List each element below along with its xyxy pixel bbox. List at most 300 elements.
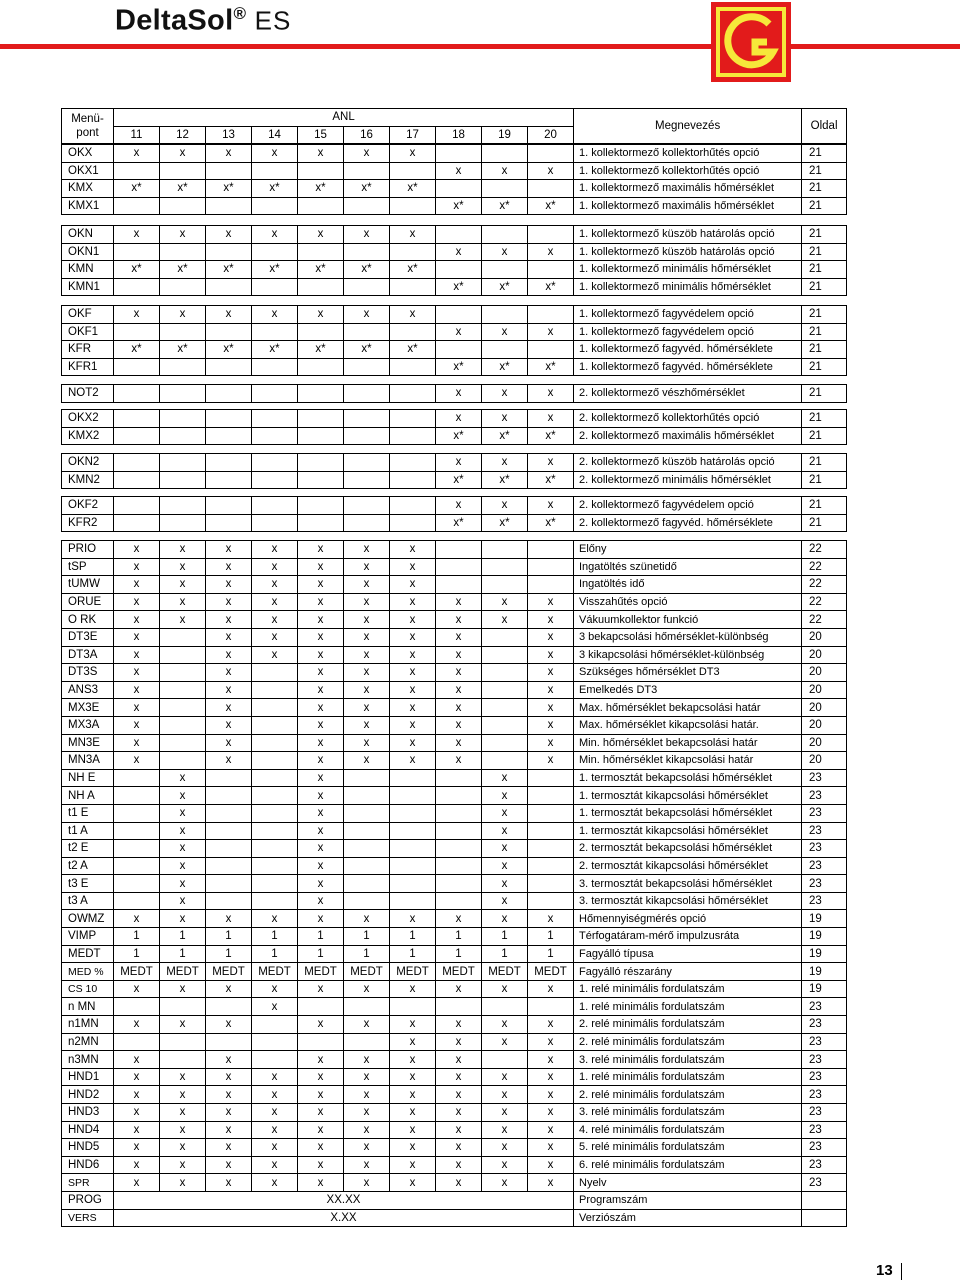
menu-code: NH A xyxy=(62,787,114,805)
page-ref: 19 xyxy=(802,963,847,981)
page-ref: 22 xyxy=(802,576,847,594)
table-row xyxy=(62,1209,847,1227)
page-ref: 23 xyxy=(802,769,847,787)
anl-cell: x xyxy=(298,787,344,805)
setting-name: 2. kollektormező fagyvédelem opció xyxy=(574,497,802,515)
anl-cell xyxy=(160,699,206,717)
anl-cell: x xyxy=(344,1086,390,1104)
anl-cell xyxy=(528,840,574,858)
setting-name: 1. termosztát kikapcsolási hőmérséklet xyxy=(574,822,802,840)
anl-cell xyxy=(390,471,436,489)
anl-column-header: 14 xyxy=(252,126,298,144)
menu-code: OKX2 xyxy=(62,410,114,428)
anl-cell: x xyxy=(436,664,482,682)
anl-cell xyxy=(160,454,206,472)
anl-cell: x xyxy=(528,1068,574,1086)
anl-cell: x xyxy=(528,681,574,699)
anl-cell: x xyxy=(344,226,390,244)
anl-cell: x xyxy=(206,646,252,664)
anl-cell xyxy=(160,358,206,376)
page-ref: 21 xyxy=(802,278,847,296)
anl-cell xyxy=(436,998,482,1016)
setting-name: 2. kollektormező küszöb határolás opció xyxy=(574,454,802,472)
menu-code: MN3A xyxy=(62,752,114,770)
anl-cell xyxy=(436,180,482,198)
anl-cell xyxy=(528,787,574,805)
anl-cell: x xyxy=(160,769,206,787)
anl-cell: x xyxy=(482,1016,528,1034)
anl-cell xyxy=(436,840,482,858)
anl-cell xyxy=(114,385,160,403)
table-row xyxy=(62,1174,847,1192)
anl-cell xyxy=(482,716,528,734)
page-ref: 23 xyxy=(802,857,847,875)
anl-cell xyxy=(114,892,160,910)
anl-cell xyxy=(390,278,436,296)
anl-cell xyxy=(298,197,344,215)
anl-cell xyxy=(436,769,482,787)
setting-name: 3. relé minimális fordulatszám xyxy=(574,1051,802,1069)
anl-cell xyxy=(252,385,298,403)
anl-cell: x* xyxy=(160,180,206,198)
page-ref: 21 xyxy=(802,243,847,261)
anl-cell: x xyxy=(436,1104,482,1122)
anl-cell: x* xyxy=(528,471,574,489)
anl-cell xyxy=(344,454,390,472)
anl-cell: x xyxy=(114,716,160,734)
anl-cell: x xyxy=(482,980,528,998)
anl-cell xyxy=(114,840,160,858)
anl-cell xyxy=(114,454,160,472)
anl-cell: x* xyxy=(482,427,528,445)
table-row xyxy=(62,699,847,717)
anl-cell xyxy=(344,804,390,822)
anl-cell xyxy=(298,385,344,403)
anl-cell: x xyxy=(436,323,482,341)
anl-cell xyxy=(436,892,482,910)
anl-column-header: 13 xyxy=(206,126,252,144)
page-ref: 23 xyxy=(802,1033,847,1051)
anl-cell: x xyxy=(114,699,160,717)
anl-cell xyxy=(344,787,390,805)
anl-cell: x xyxy=(114,558,160,576)
anl-cell: x xyxy=(482,1033,528,1051)
anl-cell: x xyxy=(482,1068,528,1086)
anl-cell xyxy=(436,341,482,359)
menu-code: MX3A xyxy=(62,716,114,734)
anl-cell: x xyxy=(482,1174,528,1192)
anl-cell xyxy=(436,558,482,576)
table-row xyxy=(62,323,847,341)
anl-cell xyxy=(160,664,206,682)
anl-cell: x xyxy=(114,1068,160,1086)
anl-cell: MEDT xyxy=(252,963,298,981)
setting-name: 2. termosztát bekapcsolási hőmérséklet xyxy=(574,840,802,858)
anl-cell xyxy=(528,875,574,893)
anl-cell: x xyxy=(252,910,298,928)
anl-cell xyxy=(344,358,390,376)
anl-cell xyxy=(114,427,160,445)
setting-name: 2. termosztát kikapcsolási hőmérséklet xyxy=(574,857,802,875)
anl-cell xyxy=(252,410,298,428)
anl-cell: x xyxy=(298,664,344,682)
anl-cell: x xyxy=(114,628,160,646)
anl-cell xyxy=(206,162,252,180)
anl-cell xyxy=(482,998,528,1016)
anl-cell: x xyxy=(252,998,298,1016)
anl-cell: MEDT xyxy=(298,963,344,981)
anl-cell xyxy=(344,840,390,858)
anl-cell xyxy=(206,769,252,787)
anl-cell: x xyxy=(114,646,160,664)
anl-cell: x xyxy=(436,752,482,770)
anl-column-header: 19 xyxy=(482,126,528,144)
anl-cell xyxy=(114,243,160,261)
anl-cell: x xyxy=(298,910,344,928)
anl-cell: x xyxy=(482,162,528,180)
menu-code: HND6 xyxy=(62,1156,114,1174)
menu-code: KFR xyxy=(62,341,114,359)
anl-cell: x xyxy=(390,980,436,998)
menu-code: OKF2 xyxy=(62,497,114,515)
table-row xyxy=(62,541,847,559)
anl-cell: x xyxy=(482,910,528,928)
anl-cell: x xyxy=(482,611,528,629)
page-ref xyxy=(802,1191,847,1209)
anl-cell: x xyxy=(252,611,298,629)
anl-cell xyxy=(160,998,206,1016)
table-row xyxy=(62,928,847,946)
anl-cell: 1 xyxy=(206,945,252,963)
anl-cell xyxy=(482,1051,528,1069)
anl-cell: x xyxy=(160,822,206,840)
table-row xyxy=(62,1121,847,1139)
setting-name: Max. hőmérséklet kikapcsolási határ. xyxy=(574,716,802,734)
anl-cell xyxy=(344,822,390,840)
setting-name: 1. kollektormező küszöb határolás opció xyxy=(574,226,802,244)
menu-code: HND1 xyxy=(62,1068,114,1086)
anl-cell: x* xyxy=(482,358,528,376)
anl-cell xyxy=(298,427,344,445)
page-ref: 22 xyxy=(802,558,847,576)
anl-cell: x xyxy=(252,1068,298,1086)
table-row xyxy=(62,963,847,981)
anl-cell: x xyxy=(528,699,574,717)
anl-cell xyxy=(252,804,298,822)
anl-cell: x xyxy=(160,541,206,559)
page-ref: 20 xyxy=(802,646,847,664)
anl-cell: x xyxy=(436,628,482,646)
anl-cell: x xyxy=(114,1051,160,1069)
page-ref: 21 xyxy=(802,306,847,324)
page-ref: 21 xyxy=(802,514,847,532)
anl-cell xyxy=(298,243,344,261)
anl-cell: x xyxy=(114,1016,160,1034)
anl-cell: x xyxy=(298,752,344,770)
anl-cell: x xyxy=(390,558,436,576)
anl-cell: x xyxy=(528,1016,574,1034)
anl-cell xyxy=(114,822,160,840)
setting-name: Ingatöltés szünetidő xyxy=(574,558,802,576)
anl-cell xyxy=(482,558,528,576)
anl-cell xyxy=(390,454,436,472)
anl-cell xyxy=(528,857,574,875)
table-row xyxy=(62,261,847,279)
anl-cell: 1 xyxy=(252,928,298,946)
anl-cell: x* xyxy=(528,197,574,215)
anl-cell: x xyxy=(436,681,482,699)
anl-cell xyxy=(344,471,390,489)
anl-cell: x xyxy=(436,1016,482,1034)
anl-cell xyxy=(344,243,390,261)
anl-cell xyxy=(482,628,528,646)
anl-cell: x xyxy=(114,681,160,699)
menu-code: MED % xyxy=(62,963,114,981)
anl-cell: x xyxy=(114,306,160,324)
table-row xyxy=(62,945,847,963)
anl-cell: x xyxy=(436,1068,482,1086)
anl-column-header: 11 xyxy=(114,126,160,144)
anl-cell: x xyxy=(114,664,160,682)
table-row xyxy=(62,341,847,359)
anl-cell: x xyxy=(390,664,436,682)
anl-cell xyxy=(114,197,160,215)
anl-cell xyxy=(252,787,298,805)
anl-cell: x xyxy=(528,385,574,403)
anl-cell xyxy=(160,1033,206,1051)
anl-cell: x xyxy=(252,145,298,163)
anl-cell: 1 xyxy=(528,928,574,946)
table-row xyxy=(62,1068,847,1086)
anl-cell: x xyxy=(344,734,390,752)
page-ref: 19 xyxy=(802,910,847,928)
anl-cell: x xyxy=(390,306,436,324)
anl-cell: x xyxy=(344,145,390,163)
settings-table xyxy=(61,453,847,489)
anl-cell: x* xyxy=(528,278,574,296)
anl-cell: MEDT xyxy=(482,963,528,981)
table-row xyxy=(62,892,847,910)
table-row xyxy=(62,664,847,682)
anl-cell xyxy=(206,197,252,215)
anl-cell: x xyxy=(298,857,344,875)
page-ref: 21 xyxy=(802,497,847,515)
setting-name: 2. kollektormező kollektorhűtés opció xyxy=(574,410,802,428)
anl-cell xyxy=(252,1016,298,1034)
anl-cell: x xyxy=(528,243,574,261)
setting-name: 1. relé minimális fordulatszám xyxy=(574,1068,802,1086)
anl-cell: x xyxy=(206,593,252,611)
anl-cell: x xyxy=(160,787,206,805)
settings-table xyxy=(61,384,847,403)
anl-cell: 1 xyxy=(298,945,344,963)
page-number: 13 xyxy=(876,1262,893,1279)
anl-cell: x xyxy=(298,716,344,734)
anl-cell: x* xyxy=(390,341,436,359)
anl-cell xyxy=(344,427,390,445)
anl-cell: x xyxy=(298,628,344,646)
anl-cell: x xyxy=(252,541,298,559)
anl-cell xyxy=(528,804,574,822)
anl-cell xyxy=(390,769,436,787)
anl-cell: x* xyxy=(528,358,574,376)
anl-cell xyxy=(436,541,482,559)
anl-cell: x xyxy=(114,910,160,928)
table-row xyxy=(62,840,847,858)
menu-code: OKN xyxy=(62,226,114,244)
table-row xyxy=(62,385,847,403)
anl-cell: x xyxy=(436,497,482,515)
menu-code: t3 E xyxy=(62,875,114,893)
header-accent-bar xyxy=(0,44,960,49)
setting-name: 1. termosztát bekapcsolási hőmérséklet xyxy=(574,769,802,787)
anl-cell xyxy=(298,514,344,532)
anl-cell: MEDT xyxy=(390,963,436,981)
anl-cell xyxy=(390,323,436,341)
anl-cell xyxy=(528,576,574,594)
anl-cell: x xyxy=(206,910,252,928)
setting-name: 1. kollektormező minimális hőmérséklet xyxy=(574,278,802,296)
page-ref: 21 xyxy=(802,410,847,428)
menu-code: DT3A xyxy=(62,646,114,664)
table-row xyxy=(62,180,847,198)
anl-cell: x xyxy=(482,385,528,403)
page-ref: 21 xyxy=(802,180,847,198)
anl-cell: x xyxy=(344,646,390,664)
page-ref: 23 xyxy=(802,1104,847,1122)
anl-cell: x* xyxy=(436,471,482,489)
table-row xyxy=(62,1051,847,1069)
menu-code: OKF1 xyxy=(62,323,114,341)
anl-cell xyxy=(528,261,574,279)
setting-name: Térfogatáram-mérő impulzusráta xyxy=(574,928,802,946)
menu-code: t2 A xyxy=(62,857,114,875)
anl-cell xyxy=(344,769,390,787)
anl-cell: x xyxy=(344,1104,390,1122)
anl-cell xyxy=(436,576,482,594)
anl-cell: x xyxy=(482,769,528,787)
setting-name: 1. kollektormező minimális hőmérséklet xyxy=(574,261,802,279)
anl-cell xyxy=(114,857,160,875)
menu-code: PROG xyxy=(62,1191,114,1209)
page-ref: 21 xyxy=(802,385,847,403)
anl-cell: x xyxy=(298,699,344,717)
page-ref: 22 xyxy=(802,593,847,611)
anl-cell xyxy=(160,278,206,296)
setting-name: 1. kollektormező fagyvéd. hőmérséklete xyxy=(574,358,802,376)
table-row xyxy=(62,1156,847,1174)
table-row xyxy=(62,162,847,180)
table-row xyxy=(62,980,847,998)
anl-cell: x xyxy=(206,681,252,699)
page-ref: 21 xyxy=(802,358,847,376)
settings-table xyxy=(61,225,847,296)
anl-cell: x xyxy=(436,385,482,403)
table-row xyxy=(62,497,847,515)
page-ref: 21 xyxy=(802,145,847,163)
page-ref: 23 xyxy=(802,1174,847,1192)
anl-cell xyxy=(114,278,160,296)
anl-cell: x xyxy=(206,558,252,576)
anl-cell: x xyxy=(390,1068,436,1086)
anl-cell: x xyxy=(114,145,160,163)
anl-cell: x xyxy=(528,1051,574,1069)
table-row xyxy=(62,822,847,840)
table-row xyxy=(62,593,847,611)
menu-code: n2MN xyxy=(62,1033,114,1051)
anl-cell: x xyxy=(436,410,482,428)
anl-cell xyxy=(206,323,252,341)
anl-cell: x xyxy=(482,323,528,341)
anl-cell: x xyxy=(114,576,160,594)
anl-cell: x xyxy=(298,892,344,910)
anl-cell: 1 xyxy=(298,928,344,946)
menu-code: NOT2 xyxy=(62,385,114,403)
anl-cell: x xyxy=(160,910,206,928)
anl-cell: x xyxy=(114,734,160,752)
table-row xyxy=(62,734,847,752)
table-row xyxy=(62,998,847,1016)
table-row xyxy=(62,611,847,629)
anl-cell xyxy=(252,427,298,445)
anl-cell: x* xyxy=(298,261,344,279)
setting-name: 3. termosztát bekapcsolási hőmérséklet xyxy=(574,875,802,893)
page-ref: 21 xyxy=(802,197,847,215)
anl-cell: x xyxy=(206,1139,252,1157)
anl-cell: x xyxy=(482,804,528,822)
anl-cell: x xyxy=(206,1104,252,1122)
anl-cell: x xyxy=(114,226,160,244)
anl-cell xyxy=(206,454,252,472)
anl-cell: x xyxy=(390,628,436,646)
anl-cell xyxy=(436,857,482,875)
anl-cell: 1 xyxy=(160,945,206,963)
anl-cell: x xyxy=(252,646,298,664)
anl-cell: x xyxy=(252,980,298,998)
anl-cell: 1 xyxy=(390,928,436,946)
anl-cell xyxy=(160,243,206,261)
anl-cell xyxy=(206,278,252,296)
anl-header: ANL xyxy=(114,109,574,127)
settings-table xyxy=(61,144,847,215)
menu-code: OWMZ xyxy=(62,910,114,928)
anl-cell xyxy=(482,752,528,770)
anl-cell: x xyxy=(298,1068,344,1086)
anl-cell xyxy=(436,261,482,279)
anl-cell xyxy=(252,699,298,717)
menu-code: DT3E xyxy=(62,628,114,646)
page-ref: 20 xyxy=(802,681,847,699)
anl-cell xyxy=(252,278,298,296)
anl-cell: x xyxy=(206,541,252,559)
anl-cell: x xyxy=(252,558,298,576)
anl-cell: x xyxy=(436,1086,482,1104)
anl-cell xyxy=(390,822,436,840)
setting-name: Fagyálló részarány xyxy=(574,963,802,981)
anl-cell xyxy=(252,162,298,180)
anl-cell: x xyxy=(482,840,528,858)
table-row xyxy=(62,358,847,376)
anl-cell xyxy=(344,1033,390,1051)
menu-code: MEDT xyxy=(62,945,114,963)
anl-cell: x xyxy=(252,628,298,646)
anl-cell xyxy=(482,145,528,163)
anl-cell: x xyxy=(528,752,574,770)
anl-cell: x xyxy=(528,980,574,998)
anl-cell: x xyxy=(206,1051,252,1069)
page-ref: 21 xyxy=(802,226,847,244)
table-row xyxy=(62,1033,847,1051)
